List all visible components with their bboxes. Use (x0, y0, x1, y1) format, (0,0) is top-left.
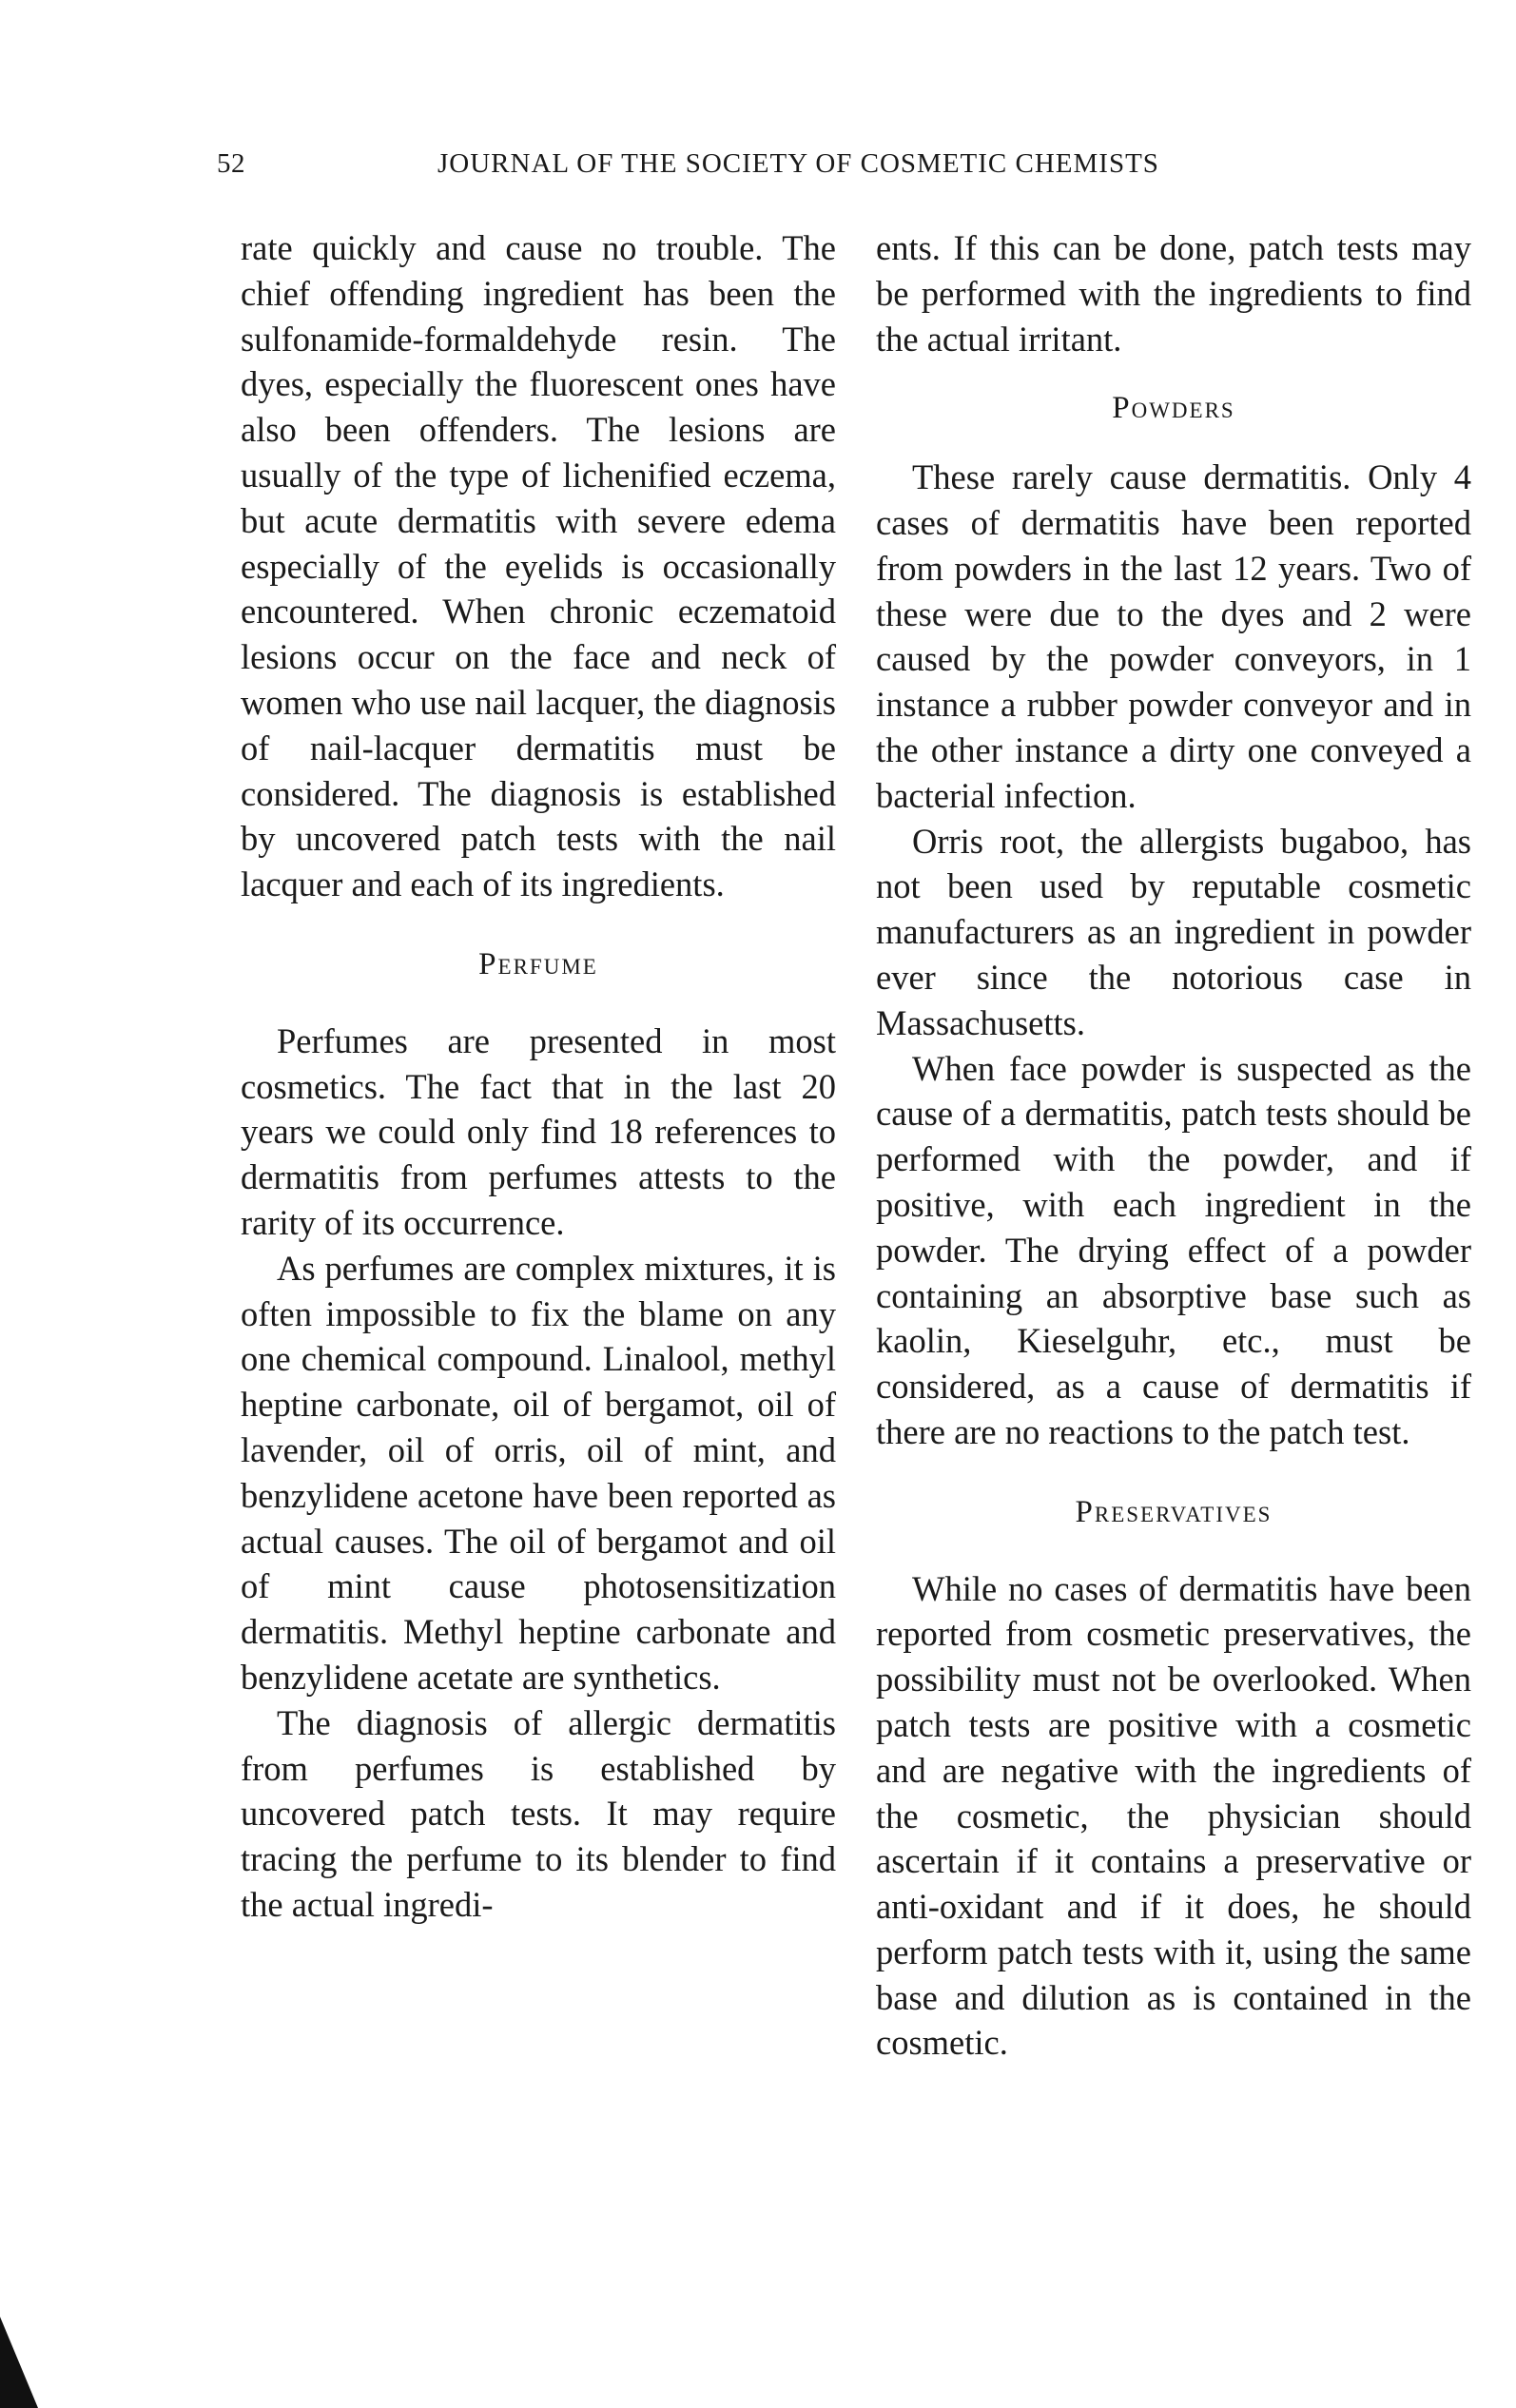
body-paragraph: Perfumes are presented in most cosmetics. The fact that in the last 20 years we could only find 18 references to dermatitis from perfumes attests to the rarity of its occurrence. (241, 1020, 836, 1242)
body-paragraph: While no cases of dermatitis have been reported from cosmetic preservatives, the possibility must not be overlooked. When patch tests are positive with a cosmetic and are negative with the ingredients of the cosmetic, the physician should ascertain if it contains a preservative or anti-oxidant and if it does, he should perform patch tests with it, using the same base and dilution as is contained in the cosmetic. (876, 1568, 1471, 2063)
body-paragraph: The diagnosis of allergic dermatitis from perfumes is established by uncovered patch tests. It may require tracing the perfume to its blender to find the actual ingredi- (241, 1702, 836, 1924)
page-number: 52 (217, 148, 245, 179)
body-paragraph: As perfumes are complex mixtures, it is often impossible to fix the blame on any one chemical compound. Linalool, methyl heptine carbonate, oil of bergamot, oil of lavender, oil of orris, oil of mint, and benzylidene acetone have been reported as actual causes. The oil of bergamot and oil of mint cause photosensitization dermatitis. Methyl heptine carbonate and benzylidene acetate are synthetics. (241, 1248, 836, 1697)
section-heading-powders: Powders (1112, 391, 1235, 426)
section-heading-perfume: Perfume (478, 946, 598, 981)
running-header (217, 148, 1273, 186)
right-column (876, 225, 1471, 2066)
body-paragraph: rate quickly and cause no trouble. The chief offending ingredient has been the sulfonamide-formaldehyde resin. The dyes, especially the fluorescent ones have also been offenders. The lesions are usually of the type of lichenified eczema, but acute dermatitis with severe edema especially of the eyelids is occasionally encountered. When chronic eczematoid lesions occur on the face and neck of women who use nail lacquer, the diagnosis of nail-lacquer dermatitis must be considered. The diagnosis is established by uncovered patch tests with the nail lacquer and each of its ingredients. (241, 228, 836, 904)
section-heading-preservatives: Preservatives (1075, 1494, 1273, 1529)
journal-title: JOURNAL OF THE SOCIETY OF COSMETIC CHEMISTS (437, 148, 1159, 179)
body-paragraph: ents. If this can be done, patch tests may be performed with the ingredients to find the actual irritant. (876, 228, 1471, 359)
body-paragraph: These rarely cause dermatitis. Only 4 cases of dermatitis have been reported from powders in the last 12 years. Two of these were due to the dyes and 2 were caused by the powder conveyors, in 1 instance a rubber powder conveyor and in the other instance a dirty one conveyed a bacterial infection. (876, 457, 1471, 815)
body-paragraph: When face powder is suspected as the cause of a dermatitis, patch tests should be performed with the powder, and if positive, with each ingredient in the powder. The drying effect of a powder containing an absorptive base such as kaolin, Kieselguhr, etc., must be considered, as a cause of dermatitis if there are no reactions to the patch test. (876, 1048, 1471, 1451)
body-paragraph: Orris root, the allergists bugaboo, has not been used by reputable cosmetic manufacturers as an ingredient in powder ever since the notorious case in Massachusetts. (876, 821, 1471, 1042)
scan-corner-mark (0, 2317, 38, 2408)
left-column (241, 225, 836, 1928)
